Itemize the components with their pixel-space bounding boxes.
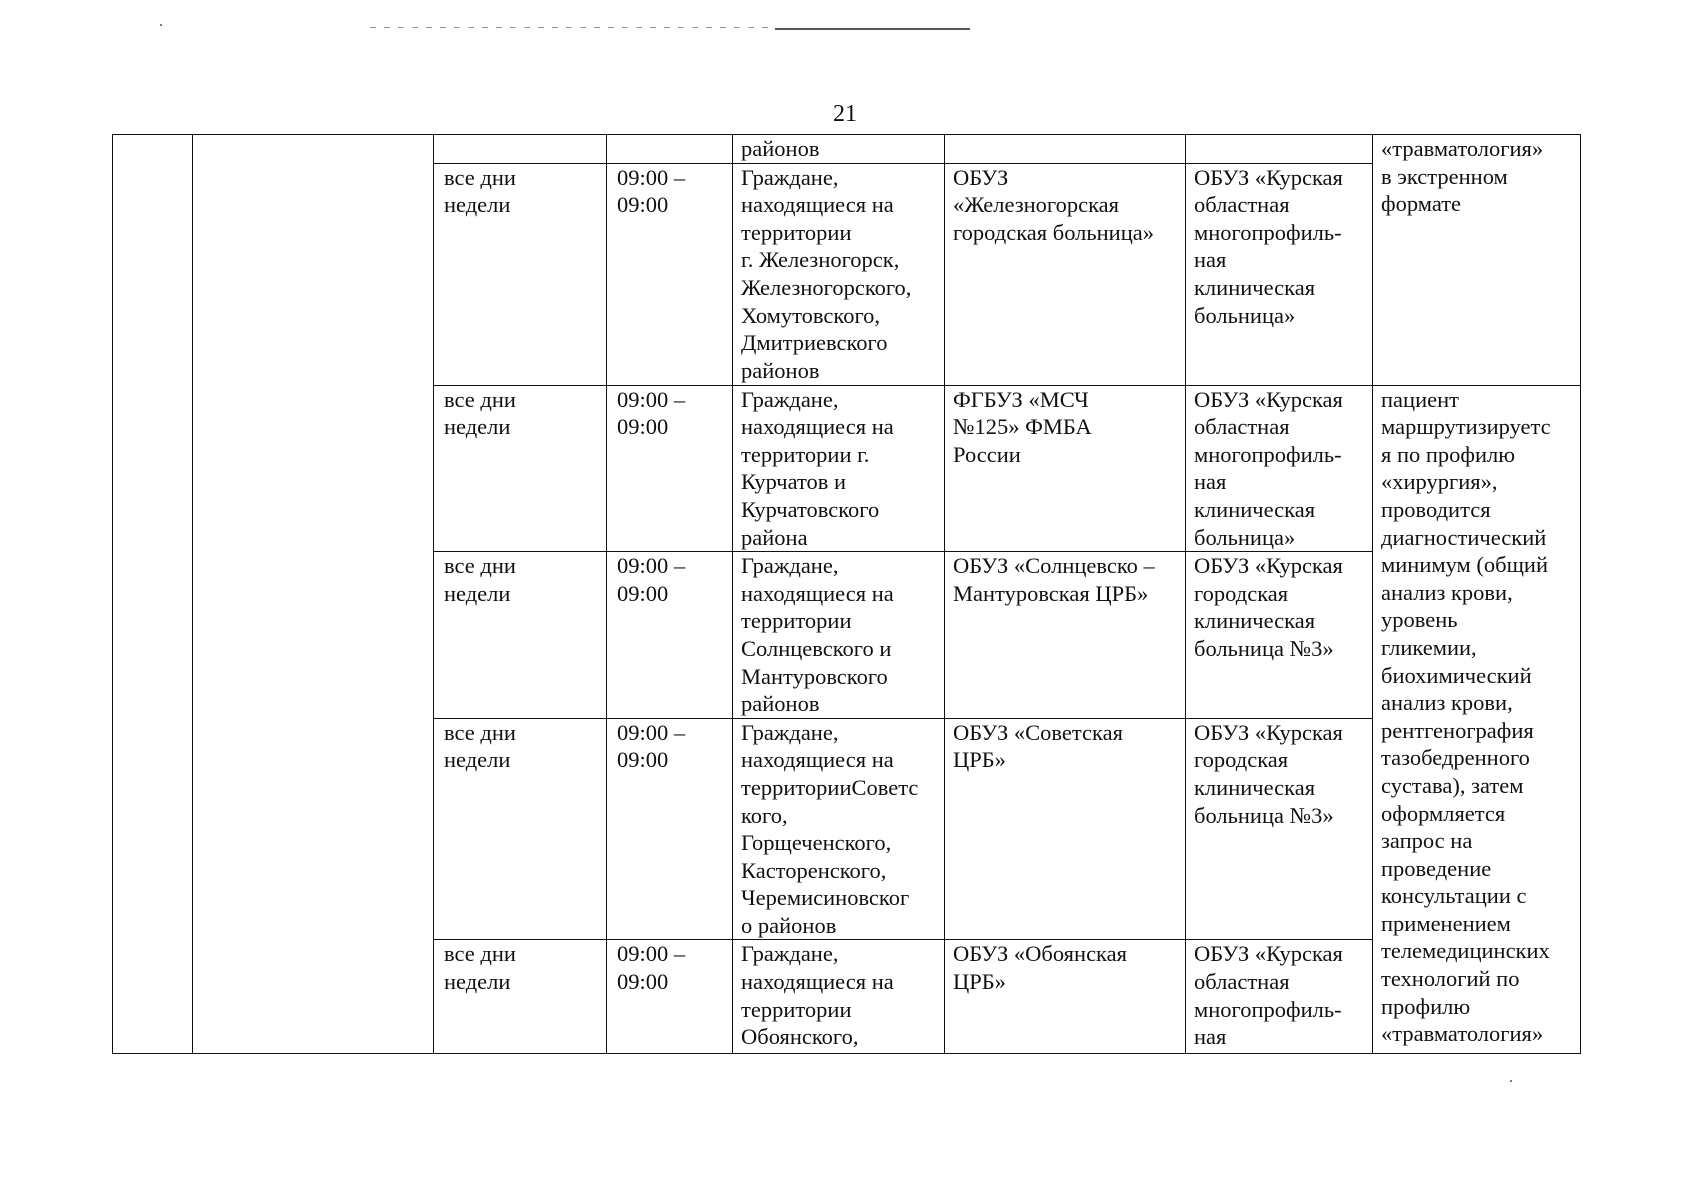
area-cell: районов bbox=[733, 135, 945, 164]
destination-cell: ОБУЗ «Курская областная многопрофиль- ная bbox=[1186, 940, 1373, 1054]
hours-cell: 09:00 – 09:00 bbox=[607, 385, 733, 552]
empty-cell bbox=[607, 135, 733, 164]
origin-cell: ОБУЗ «Советская ЦРБ» bbox=[945, 718, 1186, 940]
hours-cell: 09:00 – 09:00 bbox=[607, 940, 733, 1054]
empty-number-cell bbox=[113, 135, 193, 1054]
empty-cell bbox=[945, 135, 1186, 164]
scan-artifact-dashes bbox=[370, 27, 770, 28]
scan-speck bbox=[1510, 1080, 1512, 1082]
destination-cell: ОБУЗ «Курская областная многопрофиль- ная клиническая больница» bbox=[1186, 163, 1373, 385]
hours-cell: 09:00 – 09:00 bbox=[607, 163, 733, 385]
days-cell: все дни недели bbox=[434, 163, 607, 385]
destination-cell: ОБУЗ «Курская городская клиническая больница №3» bbox=[1186, 718, 1373, 940]
hours-cell: 09:00 – 09:00 bbox=[607, 552, 733, 719]
days-cell: все дни недели bbox=[434, 718, 607, 940]
scan-artifact-line bbox=[775, 28, 970, 30]
table-row bbox=[113, 135, 1581, 164]
area-cell: Граждане, находящиеся на территории г. Курчатов и Курчатовского района bbox=[733, 385, 945, 552]
destination-cell: ОБУЗ «Курская городская клиническая больница №3» bbox=[1186, 552, 1373, 719]
destination-cell: ОБУЗ «Курская областная многопрофиль- ная клиническая больница» bbox=[1186, 385, 1373, 552]
empty-cell bbox=[434, 135, 607, 164]
origin-cell: ОБУЗ «Железногорская городская больница» bbox=[945, 163, 1186, 385]
hours-cell: 09:00 – 09:00 bbox=[607, 718, 733, 940]
empty-cell bbox=[1186, 135, 1373, 164]
schedule-table bbox=[112, 134, 1581, 1054]
note-cell: «травматология» в экстренном формате bbox=[1373, 135, 1581, 386]
note-cell: пациент маршрутизируетс я по профилю «хирургия», проводится диагностический минимум (общий анализ крови, уровень гликемии, биохимический анализ крови, рентгенография тазобедренного сустава), затем оформляется запрос на проведение консультации с применением телемедицинских технологий по профилю «травматология» bbox=[1373, 385, 1581, 1054]
days-cell: все дни недели bbox=[434, 940, 607, 1054]
days-cell: все дни недели bbox=[434, 552, 607, 719]
origin-cell: ОБУЗ «Солнцевско – Мантуровская ЦРБ» bbox=[945, 552, 1186, 719]
empty-name-cell bbox=[193, 135, 434, 1054]
area-cell: Граждане, находящиеся на территорииСоветс кого, Горщеченского, Касторенского, Черемисиновског о районов bbox=[733, 718, 945, 940]
days-cell: все дни недели bbox=[434, 385, 607, 552]
area-cell: Граждане, находящиеся на территории Обоянского, bbox=[733, 940, 945, 1054]
origin-cell: ФГБУЗ «МСЧ №125» ФМБА России bbox=[945, 385, 1186, 552]
area-cell: Граждане, находящиеся на территории г. Железногорск, Железногорского, Хомутовского, Дмитриевского районов bbox=[733, 163, 945, 385]
page-number: 21 bbox=[833, 101, 857, 127]
area-cell: Граждане, находящиеся на территории Солнцевского и Мантуровского районов bbox=[733, 552, 945, 719]
origin-cell: ОБУЗ «Обоянская ЦРБ» bbox=[945, 940, 1186, 1054]
scan-speck bbox=[160, 24, 162, 26]
